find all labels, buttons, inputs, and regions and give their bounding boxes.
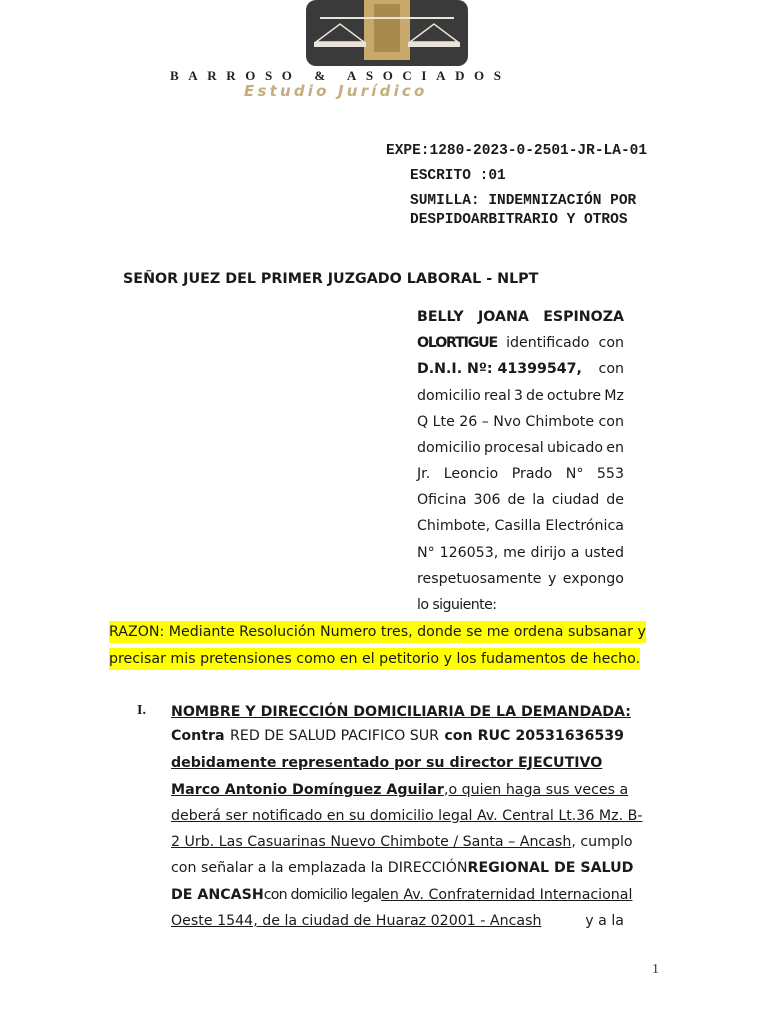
page-number: 1 [652, 962, 659, 977]
writ-number: ESCRITO :01 [410, 168, 506, 184]
firm-logo [160, 0, 610, 104]
addressee: SEÑOR JUEZ DEL PRIMER JUZGADO LABORAL - NLPT [123, 271, 539, 287]
firm-subtitle: Estudio Jurídico [244, 82, 428, 100]
section-number: I. [137, 703, 146, 718]
party-line: D.N.I. Nº: 41399547, con [417, 361, 624, 377]
paragraph-line: 2 Urb. Las Casuarinas Nuevo Chimbote / Santa – Ancash, cumplo [171, 834, 633, 850]
firm-name: BARROSO & ASOCIADOS [170, 68, 511, 83]
party-line: Chimbote, Casilla Electrónica [417, 518, 624, 534]
party-line: Jr. Leoncio Prado N° 553 [417, 466, 624, 482]
paragraph-line: Contra RED DE SALUD PACIFICO SUR con RUC 20531636539 [171, 728, 624, 744]
party-line: domicilio procesal ubicado en [417, 440, 624, 456]
paragraph-line: con señalar a la emplazada la DIRECCIÓN REGIONAL DE SALUD [171, 860, 634, 876]
summary: SUMILLA: INDEMNIZACIÓN POR DESPIDOARBITRARIO Y OTROS [410, 193, 637, 228]
scales-of-justice-icon [160, 0, 610, 70]
party-line: Oficina 306 de la ciudad de [417, 492, 624, 508]
party-line: Q Lte 26 – Nvo Chimbote con [417, 414, 624, 430]
paragraph-line: Oeste 1544, de la ciudad de Huaraz 02001 - Ancash y a la [171, 913, 624, 929]
paragraph-line: debidamente representado por su director EJECUTIVO [171, 755, 603, 771]
paragraph-line: DE ANCASH con domicilio legal en Av. Confraternidad Internacional [171, 887, 633, 903]
party-line: OLORTIGUE identificado con [417, 335, 624, 351]
paragraph-line: deberá ser notificado en su domicilio legal Av. Central Lt.36 Mz. B- [171, 808, 643, 824]
party-line: domicilio real 3 de octubre Mz [417, 388, 624, 404]
section-title: NOMBRE Y DIRECCIÓN DOMICILIARIA DE LA DEMANDADA: [171, 704, 631, 720]
highlighted-note-line: RAZON: Mediante Resolución Numero tres, donde se me ordena subsanar y [109, 621, 646, 643]
party-line: BELLY JOANA ESPINOZA [417, 309, 624, 325]
paragraph-line: Marco Antonio Domínguez Aguilar, o quien haga sus veces a [171, 782, 629, 798]
case-number: EXPE:1280-2023-0-2501-JR-LA-01 [386, 143, 648, 159]
party-line: respetuosamente y expongo [417, 571, 624, 587]
highlighted-note-line: precisar mis pretensiones como en el petitorio y los fudamentos de hecho. [109, 648, 640, 670]
party-line: N° 126053, me dirijo a usted [417, 545, 624, 561]
party-line: lo siguiente: [417, 597, 497, 613]
